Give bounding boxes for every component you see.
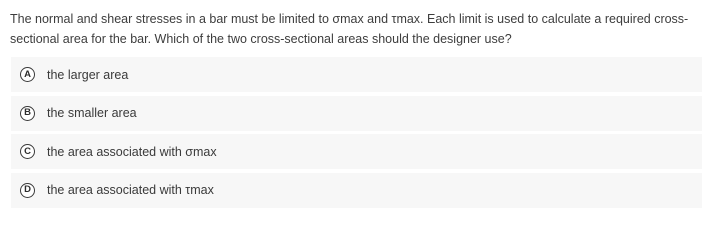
option-letter-badge: C (20, 144, 35, 159)
option-d[interactable] (11, 173, 702, 208)
option-label: the area associated with τmax (47, 183, 214, 197)
option-label: the smaller area (47, 106, 137, 120)
option-letter-badge: A (20, 67, 35, 82)
answer-options (11, 57, 702, 211)
option-b[interactable] (11, 96, 702, 131)
option-letter-badge: D (20, 183, 35, 198)
option-letter-badge: B (20, 106, 35, 121)
option-label: the larger area (47, 67, 129, 82)
option-label: the area associated with σmax (47, 144, 217, 159)
question-text: The normal and shear stresses in a bar must be limited to σmax and τmax. Each limit is used to calculate a required cross-sectional area for the bar. Which of the two cross-sectional areas should the designer use? (10, 12, 689, 46)
option-c[interactable] (11, 134, 702, 169)
option-a[interactable] (11, 57, 702, 92)
